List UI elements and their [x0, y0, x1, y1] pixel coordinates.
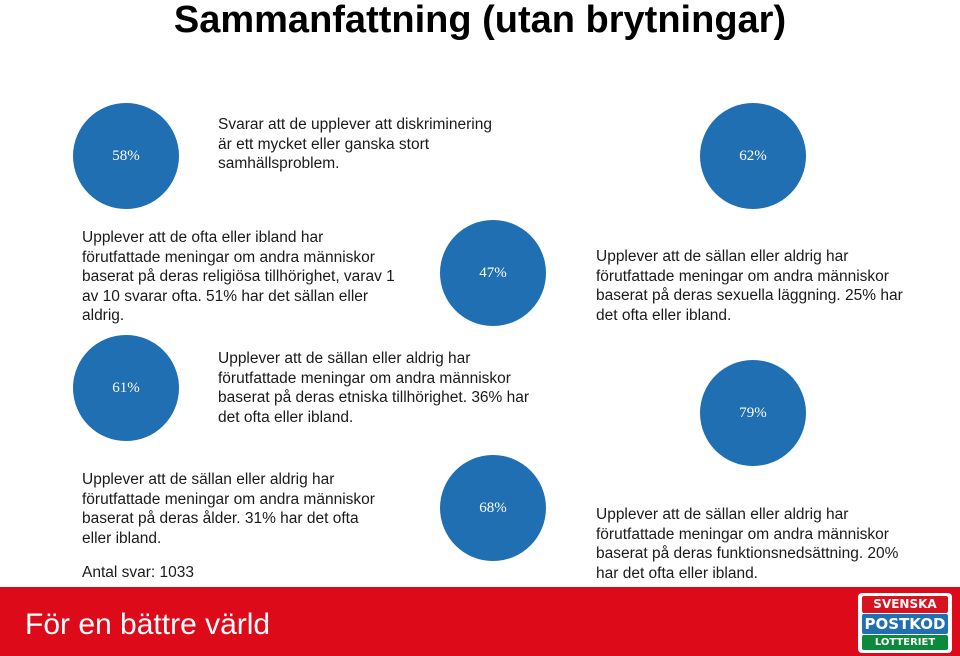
footer-slogan: För en bättre värld [25, 608, 271, 641]
logo-text-bottom: LOTTERIET [862, 635, 948, 650]
stat-text-disability: Upplever att de sällan eller aldrig har förutfattade meningar om andra människor baserat på deras funktionsnedsättning. 20% har det ofta eller ibland. [596, 506, 899, 582]
logo-text-top: SVENSKA [862, 596, 948, 613]
stat-percent: 62% [739, 147, 767, 164]
stat-circle-disability [700, 360, 806, 466]
stat-circle-discrimination [73, 103, 179, 209]
footer-bar [0, 587, 960, 656]
stat-percent: 68% [479, 499, 507, 516]
stat-percent: 47% [479, 264, 507, 281]
stat-text-religion: Upplever att de ofta eller ibland har förutfattade meningar om andra människor baserat på deras religiösa tillhörighet, varav 1 av 10 svarar ofta. 51% har det sällan eller aldrig. [82, 229, 395, 324]
stat-text-ethnicity: Upplever att de sällan eller aldrig har förutfattade meningar om andra människor baserat på deras etniska tillhörighet. 36% har det ofta eller ibland. [218, 350, 530, 426]
stat-circle-age [440, 455, 546, 561]
stat-circle-religion [440, 220, 546, 326]
stat-circle-ethnicity [73, 335, 179, 441]
answer-count: Antal svar: 1033 [82, 564, 195, 581]
stat-percent: 79% [739, 404, 767, 421]
postkod-logo [858, 593, 952, 653]
stat-text-sexuality: Upplever att de sällan eller aldrig har förutfattade meningar om andra människor baserat på deras sexuella läggning. 25% har det ofta eller ibland. [596, 248, 903, 324]
stat-percent: 61% [112, 379, 140, 396]
stat-circle-sexuality [700, 103, 806, 209]
logo-text-mid: POSTKOD [862, 614, 948, 634]
stat-text-age: Upplever att de sällan eller aldrig har förutfattade meningar om andra människor baserat på deras ålder. 31% har det ofta eller ibland. [82, 471, 375, 547]
stat-text-discrimination: Svarar att de upplever att diskriminering är ett mycket eller ganska stort samhällsproblem. [218, 116, 492, 172]
stat-percent: 58% [112, 147, 140, 164]
page-title: Sammanfattning (utan brytningar) [173, 0, 787, 41]
